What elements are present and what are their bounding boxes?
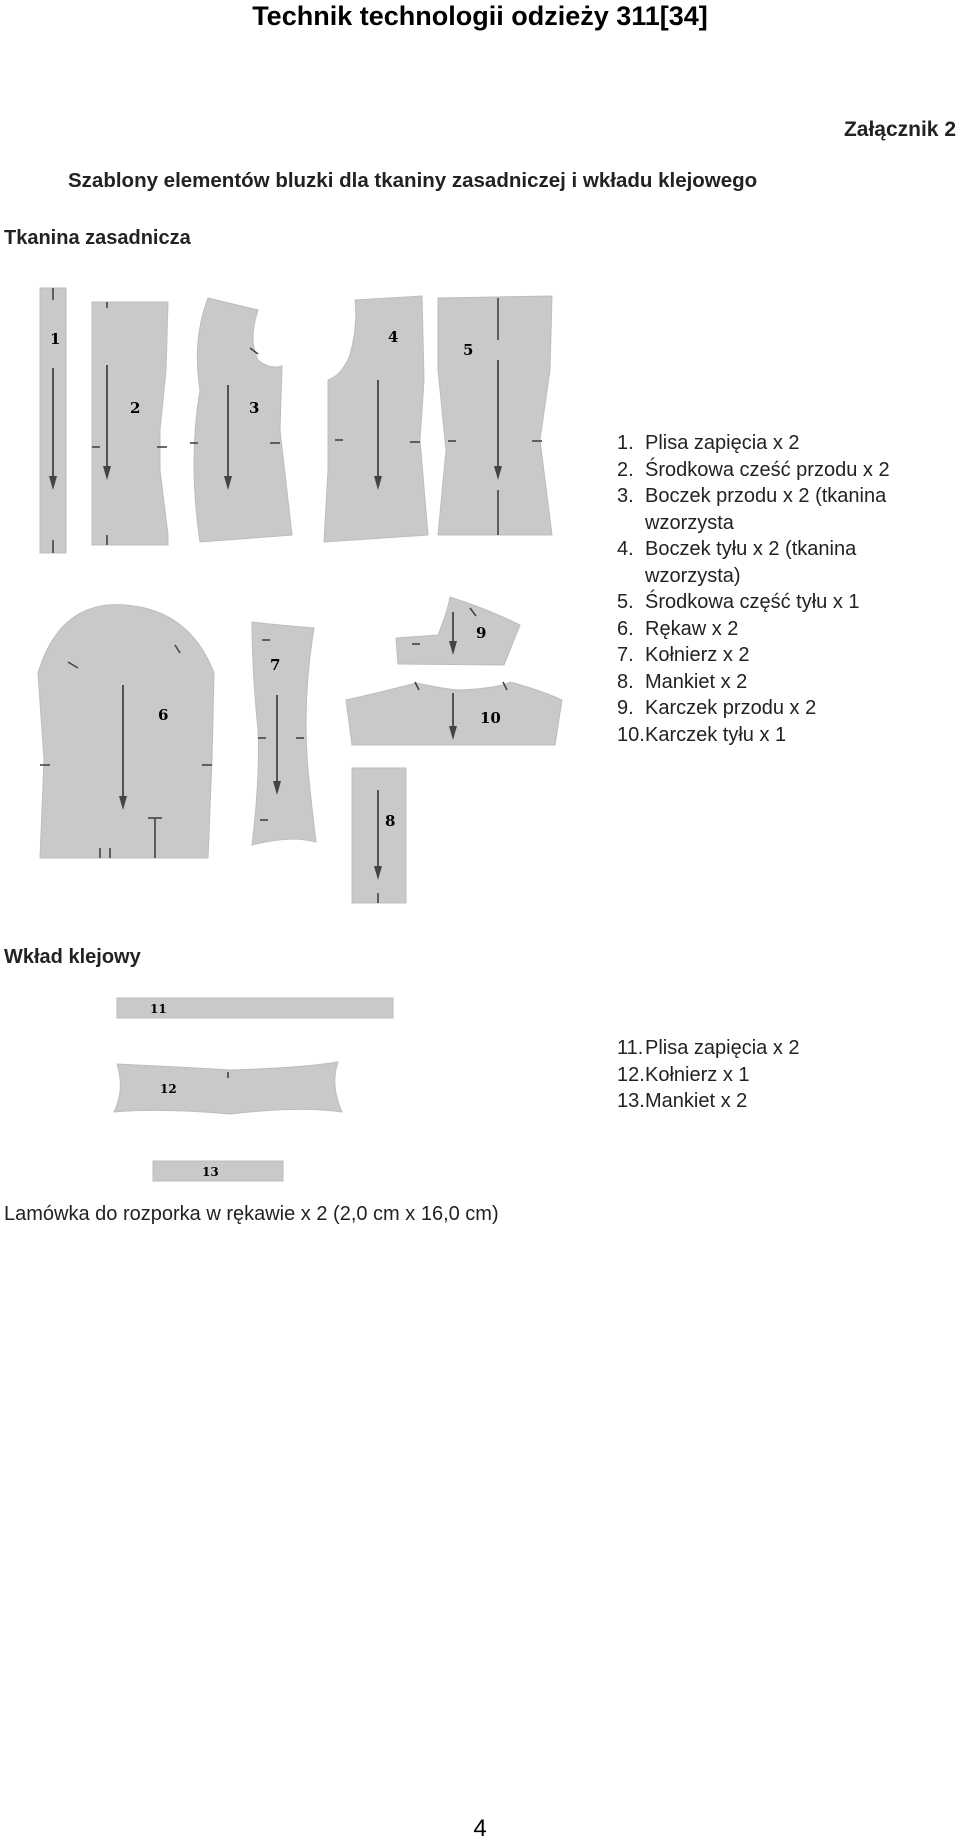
- legend-item: wzorzysta): [645, 564, 741, 587]
- pattern-piece-9: [396, 597, 520, 665]
- main-fabric-patterns: [0, 280, 600, 920]
- binding-strip-note: Lamówka do rozporka w rękawie x 2 (2,0 cm x 16,0 cm): [4, 1203, 499, 1225]
- legend-item: 8. Mankiet x 2: [617, 670, 748, 693]
- piece-label-9: 9: [476, 624, 487, 642]
- pattern-piece-3: [190, 298, 292, 542]
- pattern-piece-12: [114, 1062, 342, 1114]
- legend-item: wzorzysta: [645, 511, 734, 534]
- interlining-legend: [617, 1035, 800, 1115]
- legend-item: 11. Plisa zapięcia x 2: [617, 1037, 800, 1059]
- piece-label-1: 1: [50, 330, 61, 348]
- legend-item: 10. Karczek tyłu x 1: [617, 723, 787, 746]
- pattern-piece-7: [252, 622, 316, 845]
- pattern-piece-1: [40, 288, 66, 553]
- piece-label-11: 11: [150, 1002, 167, 1016]
- legend-item: 7. Kołnierz x 2: [617, 644, 750, 666]
- piece-label-8: 8: [385, 812, 396, 830]
- main-fabric-heading: Tkanina zasadnicza: [4, 227, 191, 249]
- pattern-piece-4: [324, 296, 428, 542]
- legend-item: 3. Boczek przodu x 2 (tkanina: [617, 485, 887, 507]
- legend-item: 6. Rękaw x 2: [617, 617, 739, 640]
- piece-label-6: 6: [158, 706, 169, 724]
- legend-item: 1. Plisa zapięcia x 2: [617, 432, 800, 454]
- interlining-patterns: [0, 990, 420, 1190]
- piece-label-4: 4: [388, 328, 399, 346]
- piece-label-5: 5: [463, 341, 474, 359]
- page-header-title: Technik technologii odzieży 311[34]: [252, 1, 708, 31]
- pattern-piece-13: [153, 1161, 283, 1181]
- main-fabric-legend: [617, 430, 890, 748]
- piece-label-2: 2: [130, 399, 141, 417]
- legend-item: 5. Środkowa część tyłu x 1: [617, 591, 860, 613]
- pattern-piece-2: [92, 302, 168, 545]
- legend-item: 13. Mankiet x 2: [617, 1090, 748, 1112]
- pattern-piece-5: [438, 296, 552, 535]
- annex-label: Załącznik 2: [843, 118, 956, 141]
- pattern-piece-10: [346, 682, 562, 745]
- piece-label-3: 3: [249, 399, 260, 417]
- piece-label-7: 7: [270, 656, 281, 674]
- legend-item: 4. Boczek tyłu x 2 (tkanina: [617, 538, 857, 560]
- legend-item: 9. Karczek przodu x 2: [617, 697, 817, 719]
- piece-label-12: 12: [160, 1082, 177, 1096]
- pattern-piece-6: [38, 605, 214, 858]
- document-title: Szablony elementów bluzki dla tkaniny zasadniczej i wkładu klejowego: [68, 169, 758, 192]
- piece-label-10: 10: [480, 709, 501, 727]
- legend-item: 12. Kołnierz x 1: [617, 1063, 750, 1086]
- interlining-heading: Wkład klejowy: [4, 946, 141, 968]
- piece-label-13: 13: [202, 1165, 219, 1179]
- legend-item: 2. Środkowa cześć przodu x 2: [617, 458, 890, 481]
- page-number: 4: [473, 1815, 487, 1842]
- pattern-piece-11: [117, 998, 393, 1018]
- pattern-piece-8: [352, 768, 406, 903]
